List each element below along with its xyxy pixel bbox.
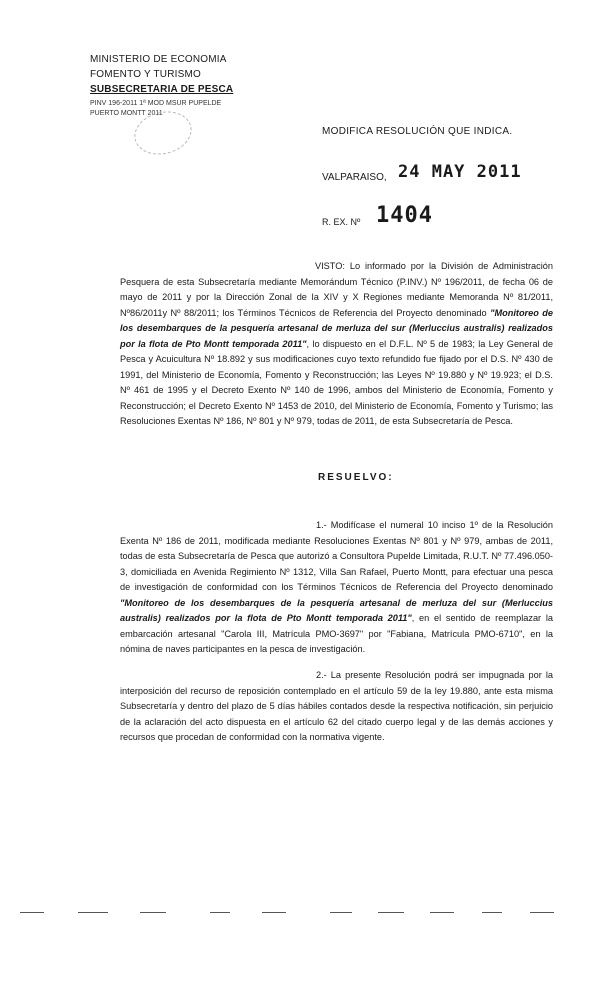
place-label: VALPARAISO, bbox=[322, 172, 387, 183]
resolution-date: 24 MAY 2011 bbox=[398, 162, 522, 182]
margin-mark bbox=[430, 912, 454, 913]
resuelvo-item-1 bbox=[120, 518, 553, 658]
subsecretaria-name: SUBSECRETARIA DE PESCA bbox=[90, 84, 234, 95]
visto-text-end: , lo dispuesto en el D.F.L. Nº 5 de 1983; la Ley General de Pesca y Acuicultura Nº 18.892 y sus modificaciones cuyo texto refundido fue fijado por el D.S. Nº 430 de 1991, del Ministerio de Economía, Fomento y Reconstrucción; las Leyes Nº 19.880 y Nº 19.923; el D.S. Nº 461 de 1995 y el Decreto Exento Nº 140 de 1996, ambos del Ministerio de Economía, Fomento y Reconstrucción; el Decreto Exento Nº 1453 de 2010, del Ministerio de Economía, Fomento y Turismo; las Resoluciones Exentas Nº 186, Nº 801 y Nº 979, todas de 2011, de esta Subsecretaría de Pesca. bbox=[120, 338, 553, 426]
subject-line: MODIFICA RESOLUCIÓN QUE INDICA. bbox=[322, 126, 513, 137]
item1-project-name: "Monitoreo de los desembarques de la pesquería artesanal de merluza del sur (Merluccius australis) realizados por la flota de Pto Montt temporada 2011" bbox=[120, 597, 553, 623]
ministry-subname: FOMENTO Y TURISMO bbox=[90, 69, 202, 80]
margin-mark bbox=[330, 912, 352, 913]
margin-mark bbox=[20, 912, 44, 913]
resuelvo-item-2: 2.- La presente Resolución podrá ser impugnada por la interposición del recurso de reposición contemplado en el artículo 59 de la ley 19.880, ante esta misma Subsecretaría y dentro del plazo de 5 días hábiles contados desde la respectiva notificación, sin perjuicio de la aclaración del acto dispuesta en el artículo 62 del citado cuerpo legal y de las demás acciones y recursos que procedan de conformidad con la normativa vigente. bbox=[120, 670, 553, 742]
resolution-label: R. EX. Nº bbox=[322, 217, 361, 227]
reference-code: PINV 196-2011 1ª MOD MSUR PUPELDE bbox=[90, 100, 222, 107]
margin-mark bbox=[140, 912, 166, 913]
resuelvo-heading: RESUELVO: bbox=[318, 472, 394, 483]
margin-mark bbox=[378, 912, 404, 913]
reference-location: PUERTO MONTT 2011 bbox=[90, 110, 163, 117]
item1-text-end: , en el sentido de reemplazar la embarcación artesanal "Carola III, Matrícula PMO-3697" por "Fabiana, Matrícula PMO-6710", en la nómina de naves participantes en la pesca de investigación. bbox=[120, 613, 553, 654]
margin-mark bbox=[78, 912, 108, 913]
project-name: "Monitoreo de los desembarques de la pesquería artesanal de merluza del sur (Merluccius australis) realizados por la flota de Pto Montt temporada 2011" bbox=[120, 307, 553, 349]
margin-mark bbox=[262, 912, 286, 913]
item1-text: 1.- Modifícase el numeral 10 inciso 1º de la Resolución Exenta Nº 186 de 2011, modificada mediante Resoluciones Exentas Nº 801 y Nº 979, ambas de 2011, todas de esta Subsecretaría de Pesca que autorizó a Consultora Pupelde Limitada, R.U.T. Nº 77.496.050-3, domiciliada en Avenida Regimiento Nº 1312, Villa San Rafael, Puerto Montt, para efectuar una pesca de investigación de conformidad con los Términos Técnicos de Referencia del Proyecto denominado bbox=[120, 520, 553, 592]
margin-mark bbox=[210, 912, 230, 913]
margin-mark bbox=[530, 912, 554, 913]
visto-text: VISTO: Lo informado por la División de Administración Pesquera de esta Subsecretaría mediante Memorándum Técnico (P.INV.) Nº 196/2011, de fecha 06 de mayo de 2011 y por la Dirección Zonal de la XIV y X Regiones mediante Memoranda Nº 81/2011, Nº86/2011y Nº 88/2011; los Términos Técnicos de Referencia del Proyecto denominado bbox=[120, 261, 553, 318]
visto-paragraph bbox=[120, 259, 553, 430]
margin-mark bbox=[482, 912, 502, 913]
resolution-number: 1404 bbox=[376, 203, 433, 228]
ministry-name: MINISTERIO DE ECONOMIA bbox=[90, 54, 227, 65]
